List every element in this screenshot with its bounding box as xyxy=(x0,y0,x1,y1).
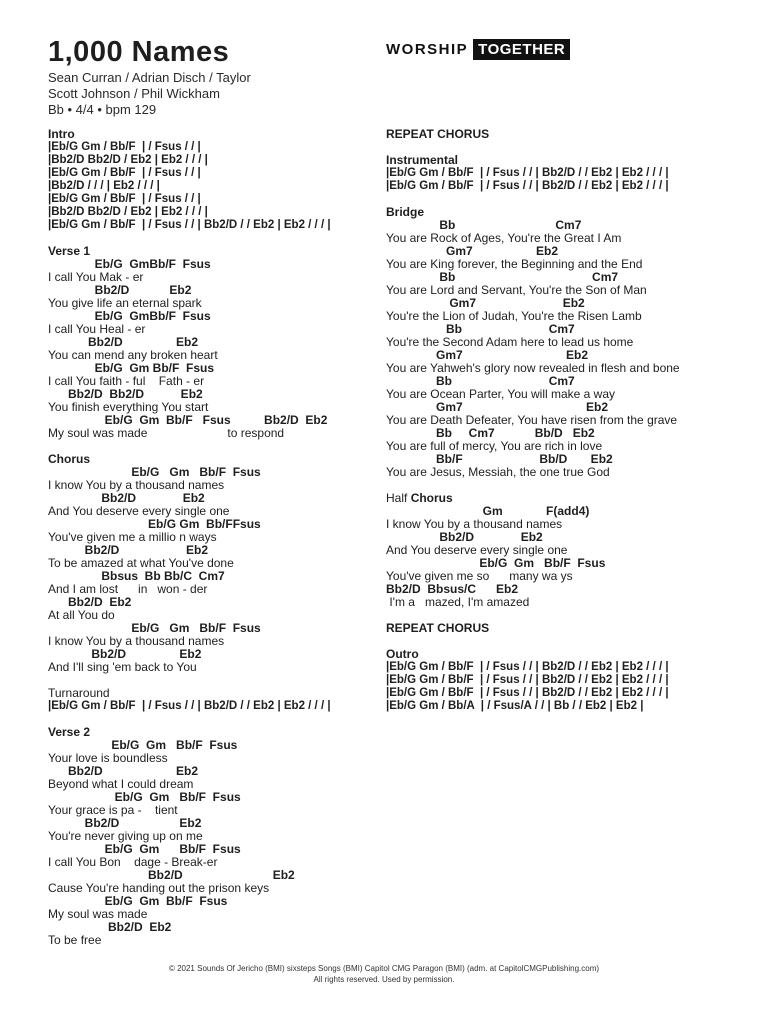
section-heading xyxy=(386,491,726,505)
chord-bar-line: |Eb/G Gm / Bb/A | / Fsus/A / / | Bb / / Eb2 | Eb2 | xyxy=(386,700,644,712)
chord-bar-line: |Eb/G Gm / Bb/F | / Fsus / / | Bb2/D / / Eb2 | Eb2 / / / | xyxy=(386,661,669,673)
lyric-line: You give life an eternal spark xyxy=(48,296,202,310)
chord-bar-line: |Eb/G Gm / Bb/F | / Fsus / / | Bb2/D / / Eb2 | Eb2 / / / | xyxy=(386,167,669,179)
lyric-line: You can mend any broken heart xyxy=(48,348,218,362)
chord-line: Eb/G Gm Bb/F Fsus xyxy=(386,556,606,570)
chord-line: Bb2/D Bb2/D Eb2 xyxy=(48,387,203,401)
lyric-line: To be amazed at what You've done xyxy=(48,556,234,570)
chord-line: Bb2/D Eb2 xyxy=(48,920,172,934)
chord-bar-line: |Eb/G Gm / Bb/F | / Fsus / / | xyxy=(48,167,201,179)
lyric-line: You are Death Defeater, You have risen from the grave xyxy=(386,413,678,427)
lyric-line: I'm a mazed, I'm amazed xyxy=(386,595,530,609)
section-verse-2 xyxy=(48,725,388,947)
chord-bar-line: |Eb/G Gm / Bb/F | / Fsus / / | Bb2/D / / Eb2 | Eb2 / / / | xyxy=(48,700,331,712)
repeat-chorus-label: REPEAT CHORUS xyxy=(386,621,490,635)
chord-bar-line: |Bb2/D Bb2/D / Eb2 | Eb2 / / / | xyxy=(48,206,208,218)
outro-lines xyxy=(386,661,726,713)
section-instrumental xyxy=(386,153,726,193)
chord-line: Eb/G Gm Bb/F Fsus xyxy=(48,894,228,908)
chord-line: Gm7 Eb2 xyxy=(386,348,589,362)
chord-bar-line: |Eb/G Gm / Bb/F | / Fsus / / | xyxy=(48,193,201,205)
chord-line: Bb2/D Eb2 xyxy=(48,647,202,661)
lyric-line: And I am lost in won - der xyxy=(48,582,208,596)
lyric-line: I call You faith - ful Fath - er xyxy=(48,374,205,388)
song-title: 1,000 Names xyxy=(48,36,230,68)
chord-line: Bb2/D Eb2 xyxy=(48,595,132,609)
section-verse-1 xyxy=(48,244,388,440)
brand-word-2: TOGETHER xyxy=(473,39,570,60)
left-column xyxy=(48,127,388,947)
chord-line: Gm7 Eb2 xyxy=(386,296,585,310)
lyric-line: And I'll sing 'em back to You xyxy=(48,660,197,674)
lyric-line: You are Lord and Servant, You're the Son of Man xyxy=(386,283,647,297)
chord-line: Bb Cm7 xyxy=(386,374,575,388)
lyric-line: To be free xyxy=(48,933,102,947)
lyric-line: Your grace is pa - tient xyxy=(48,803,178,817)
chord-line: Eb/G Gm Bb/F Fsus xyxy=(48,738,238,752)
chord-line: Bb Cm7 xyxy=(386,322,575,336)
chord-line: Eb/G GmBb/F Fsus xyxy=(48,257,211,271)
chord-bar-line: |Eb/G Gm / Bb/F | / Fsus / / | Bb2/D / / Eb2 | Eb2 / / / | xyxy=(386,687,669,699)
heading-bold: Chorus xyxy=(410,491,453,505)
intro-lines xyxy=(48,141,388,232)
section-heading: Outro xyxy=(386,647,419,661)
turnaround-lines xyxy=(48,700,388,713)
section-intro xyxy=(48,127,388,232)
lyric-line: I know You by a thousand names xyxy=(386,517,563,531)
half-chorus-lines xyxy=(386,505,726,609)
lyric-line: And You deserve every single one xyxy=(386,543,568,557)
chord-line: Bb Cm7 xyxy=(386,270,619,284)
worship-together-logo xyxy=(386,38,570,61)
verse-1-lines xyxy=(48,258,388,440)
chord-bar-line: |Eb/G Gm / Bb/F | / Fsus / / | Bb2/D / / Eb2 | Eb2 / / / | xyxy=(386,674,669,686)
section-heading: Verse 1 xyxy=(48,244,91,258)
lyric-line: Cause You're handing out the prison keys xyxy=(48,881,270,895)
section-heading: Instrumental xyxy=(386,153,459,167)
writers-line-1: Sean Curran / Adrian Disch / Taylor xyxy=(48,70,251,85)
bridge-lines xyxy=(386,219,726,479)
chord-line: Eb/G Gm Bb/F Fsus xyxy=(48,842,241,856)
chord-line: Bb2/D Eb2 xyxy=(48,283,192,297)
lyric-line: And You deserve every single one xyxy=(48,504,230,518)
chord-bar-line: |Eb/G Gm / Bb/F | / Fsus / / | Bb2/D / / Eb2 | Eb2 / / / | xyxy=(48,219,331,231)
chord-line: Gm7 Eb2 xyxy=(386,400,609,414)
section-turnaround xyxy=(48,686,388,713)
lyric-line: You are King forever, the Beginning and the End xyxy=(386,257,643,271)
writers-line-2: Scott Johnson / Phil Wickham xyxy=(48,86,220,101)
copyright-footer xyxy=(0,963,768,985)
chord-line: Bb2/D Bbsus/C Eb2 xyxy=(386,582,519,596)
chord-bar-line: |Eb/G Gm / Bb/F | / Fsus / / | xyxy=(48,141,201,153)
verse-2-lines xyxy=(48,739,388,947)
section-heading: Chorus xyxy=(48,452,90,466)
chord-line: Eb/G GmBb/F Fsus xyxy=(48,309,211,323)
chord-line: Eb/G Gm Bb/F Fsus xyxy=(48,465,261,479)
brand-word-1: WORSHIP xyxy=(386,41,469,58)
chord-line: Eb/G Gm Bb/FFsus xyxy=(48,517,261,531)
chord-line: Bb Cm7 xyxy=(386,218,582,232)
chord-line: Eb/G Gm Bb/F Fsus Bb2/D Eb2 xyxy=(48,413,328,427)
section-half-chorus xyxy=(386,491,726,609)
lyric-line: At all You do xyxy=(48,608,115,622)
chord-line: Bb2/D Eb2 xyxy=(48,816,202,830)
chord-bar-line: |Bb2/D Bb2/D / Eb2 | Eb2 / / / | xyxy=(48,154,208,166)
lyric-line: You are Rock of Ages, You're the Great I Am xyxy=(386,231,622,245)
chord-bar-line: |Bb2/D / / / | Eb2 / / / | xyxy=(48,180,160,192)
lyric-line: You're the Second Adam here to lead us home xyxy=(386,335,634,349)
section-heading: Turnaround xyxy=(48,686,110,700)
chord-line: Eb/G Gm Bb/F Fsus xyxy=(48,361,215,375)
rights-line: All rights reserved. Used by permission. xyxy=(313,975,455,984)
chord-line: Bb2/D Eb2 xyxy=(48,335,199,349)
chord-line: Gm7 Eb2 xyxy=(386,244,559,258)
lyric-line: I call You Bon dage - Break-er xyxy=(48,855,218,869)
lyric-line: My soul was made xyxy=(48,907,148,921)
lyric-line: I call You Heal - er xyxy=(48,322,146,336)
repeat-chorus-label: REPEAT CHORUS xyxy=(386,127,490,141)
lyric-line: I know You by a thousand names xyxy=(48,478,225,492)
song-info: Bb • 4/4 • bpm 129 xyxy=(48,102,157,117)
chord-line: Bb Cm7 Bb/D Eb2 xyxy=(386,426,595,440)
section-chorus xyxy=(48,452,388,674)
section-bridge xyxy=(386,205,726,479)
chorus-lines xyxy=(48,466,388,674)
lyric-line: You are full of mercy, You are rich in love xyxy=(386,439,603,453)
chord-line: Bb/F Bb/D Eb2 xyxy=(386,452,613,466)
lyric-line: You are Ocean Parter, You will make a way xyxy=(386,387,616,401)
instrumental-lines xyxy=(386,167,726,193)
lyric-line: Beyond what I could dream xyxy=(48,777,194,791)
right-column xyxy=(386,127,726,713)
lyric-line: You're never giving up on me xyxy=(48,829,203,843)
song-meta xyxy=(48,70,251,118)
lyric-line: I know You by a thousand names xyxy=(48,634,225,648)
lyric-line: My soul was made to respond xyxy=(48,426,285,440)
lyric-line: You're the Lion of Judah, You're the Risen Lamb xyxy=(386,309,642,323)
lyric-line: You are Jesus, Messiah, the one true God xyxy=(386,465,610,479)
section-outro xyxy=(386,647,726,713)
heading-light: Half xyxy=(386,491,411,505)
chord-line: Bb2/D Eb2 xyxy=(386,530,543,544)
section-heading: Bridge xyxy=(386,205,425,219)
chord-line: Bb2/D Eb2 xyxy=(48,543,209,557)
lyric-line: You are Yahweh's glory now revealed in flesh and bone xyxy=(386,361,680,375)
chord-line: Bb2/D Eb2 xyxy=(48,764,199,778)
section-heading: Verse 2 xyxy=(48,725,91,739)
chord-line: Bb2/D Eb2 xyxy=(48,491,205,505)
lyric-line: I call You Mak - er xyxy=(48,270,144,284)
chord-line: Bbsus Bb Bb/C Cm7 xyxy=(48,569,225,583)
copyright-line: © 2021 Sounds Of Jericho (BMI) sixsteps Songs (BMI) Capitol CMG Paragon (BMI) (adm. at CapitolCMGPublishing.com) xyxy=(168,964,600,973)
chord-line: Eb/G Gm Bb/F Fsus xyxy=(48,790,241,804)
chord-line: Gm F(add4) xyxy=(386,504,590,518)
chord-line: Eb/G Gm Bb/F Fsus xyxy=(48,621,261,635)
lyric-line: You've given me a millio n ways xyxy=(48,530,217,544)
lyric-line: Your love is boundless xyxy=(48,751,168,765)
chord-bar-line: |Eb/G Gm / Bb/F | / Fsus / / | Bb2/D / / Eb2 | Eb2 / / / | xyxy=(386,180,669,192)
chord-line: Bb2/D Eb2 xyxy=(48,868,295,882)
section-heading: Intro xyxy=(48,127,75,141)
lyric-line: You finish everything You start xyxy=(48,400,209,414)
lyric-line: You've given me so many wa ys xyxy=(386,569,573,583)
